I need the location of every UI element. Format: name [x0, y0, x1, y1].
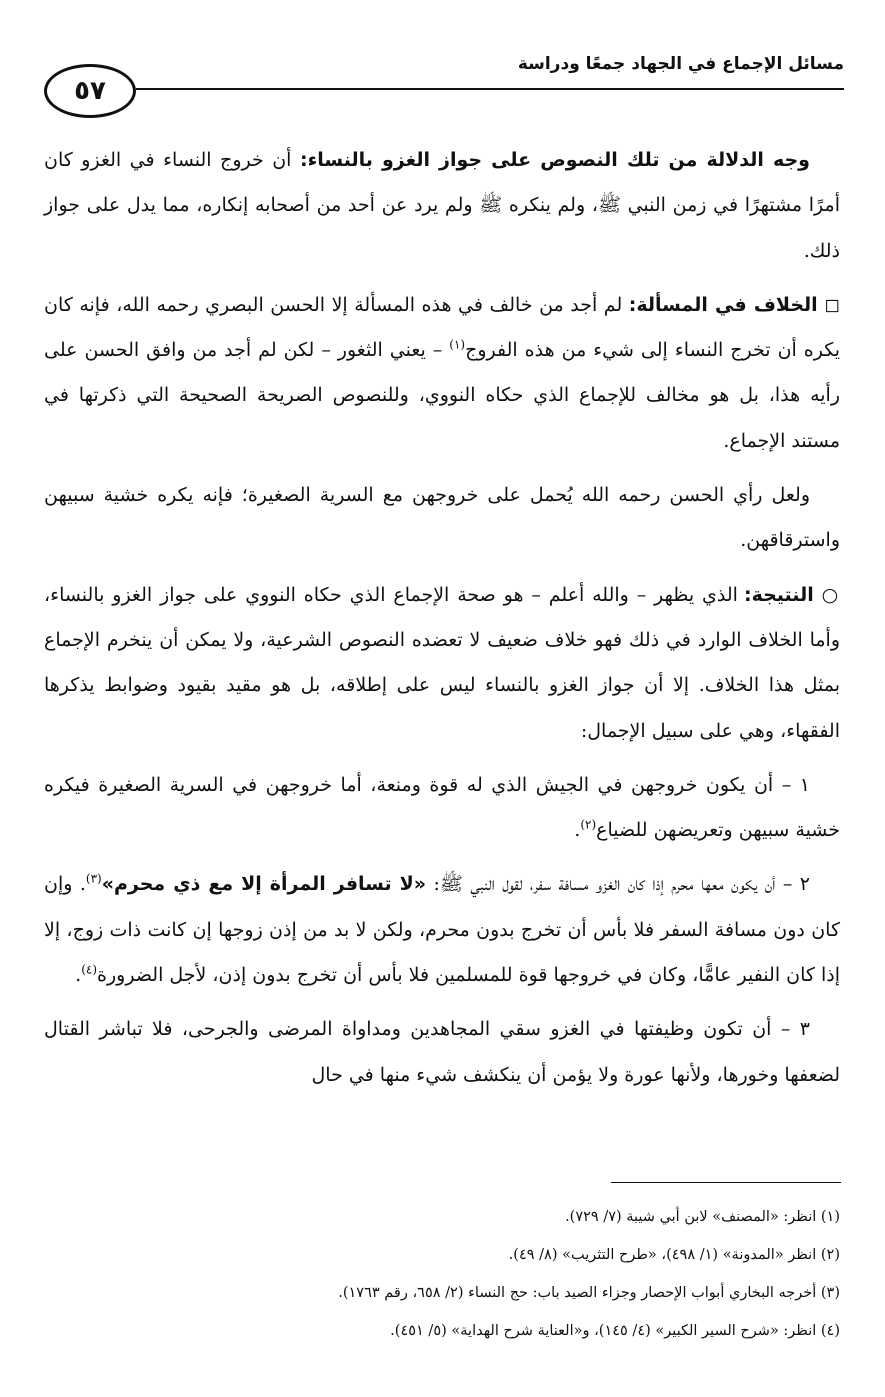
- footnote: (٤) انظر: «شرح السير الكبير» (٤/ ١٤٥)، و«العناية شرح الهداية» (٥/ ٤٥١).: [390, 1323, 840, 1339]
- paragraph-text: أن خروج النساء في الغزو كان أمرًا مشتهرًا في زمن النبي ﷺ، ولم ينكره ﷺ ولم يرد عن أحد من أصحابه إنكاره، مما يدل على جواز ذلك.: [44, 149, 840, 262]
- paragraph-text: ولعل رأي الحسن رحمه الله يُحمل على خروجهن مع السرية الصغيرة؛ فإنه يكره خشية سبيهن واسترقاقهن.: [44, 484, 840, 552]
- footnotes: [44, 1198, 840, 1350]
- page-number: ٥٧: [44, 64, 136, 118]
- square-marker-icon: ◻: [824, 293, 840, 316]
- footnote: (٢) انظر «المدونة» (١/ ٤٩٨)، «طرح التثريب» (٨/ ٤٩).: [508, 1247, 840, 1263]
- item-text: . وإن كان دون مسافة السفر فلا بأس أن تخرج بدون محرم، ولكن لا بد من إذن زوجها إن كانت ذات زوج، إلا إذا كان النفير عامًّا، وكان في خروجها قوة للمسلمين فلا بأس أن تخرج بدون إذن، لأجل الضرورة: [44, 873, 840, 987]
- footnote-ref: (١): [449, 337, 466, 352]
- page-header: [44, 48, 844, 138]
- list-item: [44, 862, 840, 998]
- paragraph-interpretation: [44, 473, 840, 564]
- item-text: ٢ – أن يكون معها محرم إذا كان الغزو مسافة سفر، لقول النبي ﷺ:: [426, 873, 810, 896]
- paragraph-text: الذي يظهر – والله أعلم – هو صحة الإجماع الذي حكاه النووي على جواز الغزو بالنساء، وأما الخلاف الوارد في ذلك فهو خلاف ضعيف لا تعضده النصوص الشرعية، ولا يمكن أن ينخرم الإجماع بمثل هذا الخلاف. إلا أن جواز الغزو بالنساء ليس على إطلاقه، بل هو مقيد بقيود وضوابط يذكرها الفقهاء، وهي على سبيل الإجمال:: [44, 583, 840, 742]
- hadith-quote: «لا تسافر المرأة إلا مع ذي محرم»: [101, 873, 427, 896]
- main-text: [44, 138, 840, 1107]
- paragraph-text: لم أجد من خالف في هذه المسألة إلا الحسن البصري رحمه الله، فإنه كان يكره أن تخرج النساء إلى شيء من هذه الفروج: [44, 293, 841, 362]
- footnote-ref: (٤): [81, 962, 98, 977]
- paragraph-evidence: [44, 138, 840, 274]
- paragraph-disagreement: [44, 283, 840, 464]
- footnote-separator: [611, 1182, 841, 1183]
- paragraph-conclusion: [44, 573, 840, 754]
- footnote: (٣) أخرجه البخاري أبواب الإحصار وجزاء الصيد باب: حج النساء (٢/ ٦٥٨، رقم ١٧٦٣).: [338, 1285, 840, 1301]
- circle-marker-icon: ○: [821, 583, 840, 606]
- paragraph-lead: وجه الدلالة من تلك النصوص على جواز الغزو بالنساء:: [299, 149, 810, 171]
- header-rule: [136, 88, 844, 90]
- paragraph-lead: الخلاف في المسألة:: [628, 293, 818, 316]
- list-item: [44, 763, 840, 854]
- paragraph-lead: النتيجة:: [743, 583, 814, 606]
- footnote-ref: (٢): [580, 817, 597, 832]
- paragraph-text: – يعني الثغور – لكن لم أجد من وافق الحسن على رأيه هذا، بل هو مخالف للإجماع الذي حكاه النووي، وللنصوص الصريحة الصحيحة التي ذكرتها في مستند الإجماع.: [44, 339, 840, 452]
- footnote: (١) انظر: «المصنف» لابن أبي شيبة (٧/ ٧٢٩).: [565, 1209, 840, 1225]
- item-end: .: [574, 819, 581, 842]
- list-item: [44, 1007, 840, 1098]
- item-text: ١ – أن يكون خروجهن في الجيش الذي له قوة ومنعة، أما خروجهن في السرية الصغيرة فيكره خشية سبيهن وتعريضهن للضياع: [44, 773, 840, 842]
- item-text: ٣ – أن تكون وظيفتها في الغزو سقي المجاهدين ومداواة المرضى والجرحى، فلا تباشر القتال لضعفها وخورها، ولأنها عورة ولا يؤمن أن ينكشف شيء منها في حال: [44, 1018, 840, 1086]
- item-end: .: [75, 964, 82, 987]
- footnote-ref: (٣): [85, 872, 102, 887]
- running-title: مسائل الإجماع في الجهاد جمعًا ودراسة: [517, 54, 844, 74]
